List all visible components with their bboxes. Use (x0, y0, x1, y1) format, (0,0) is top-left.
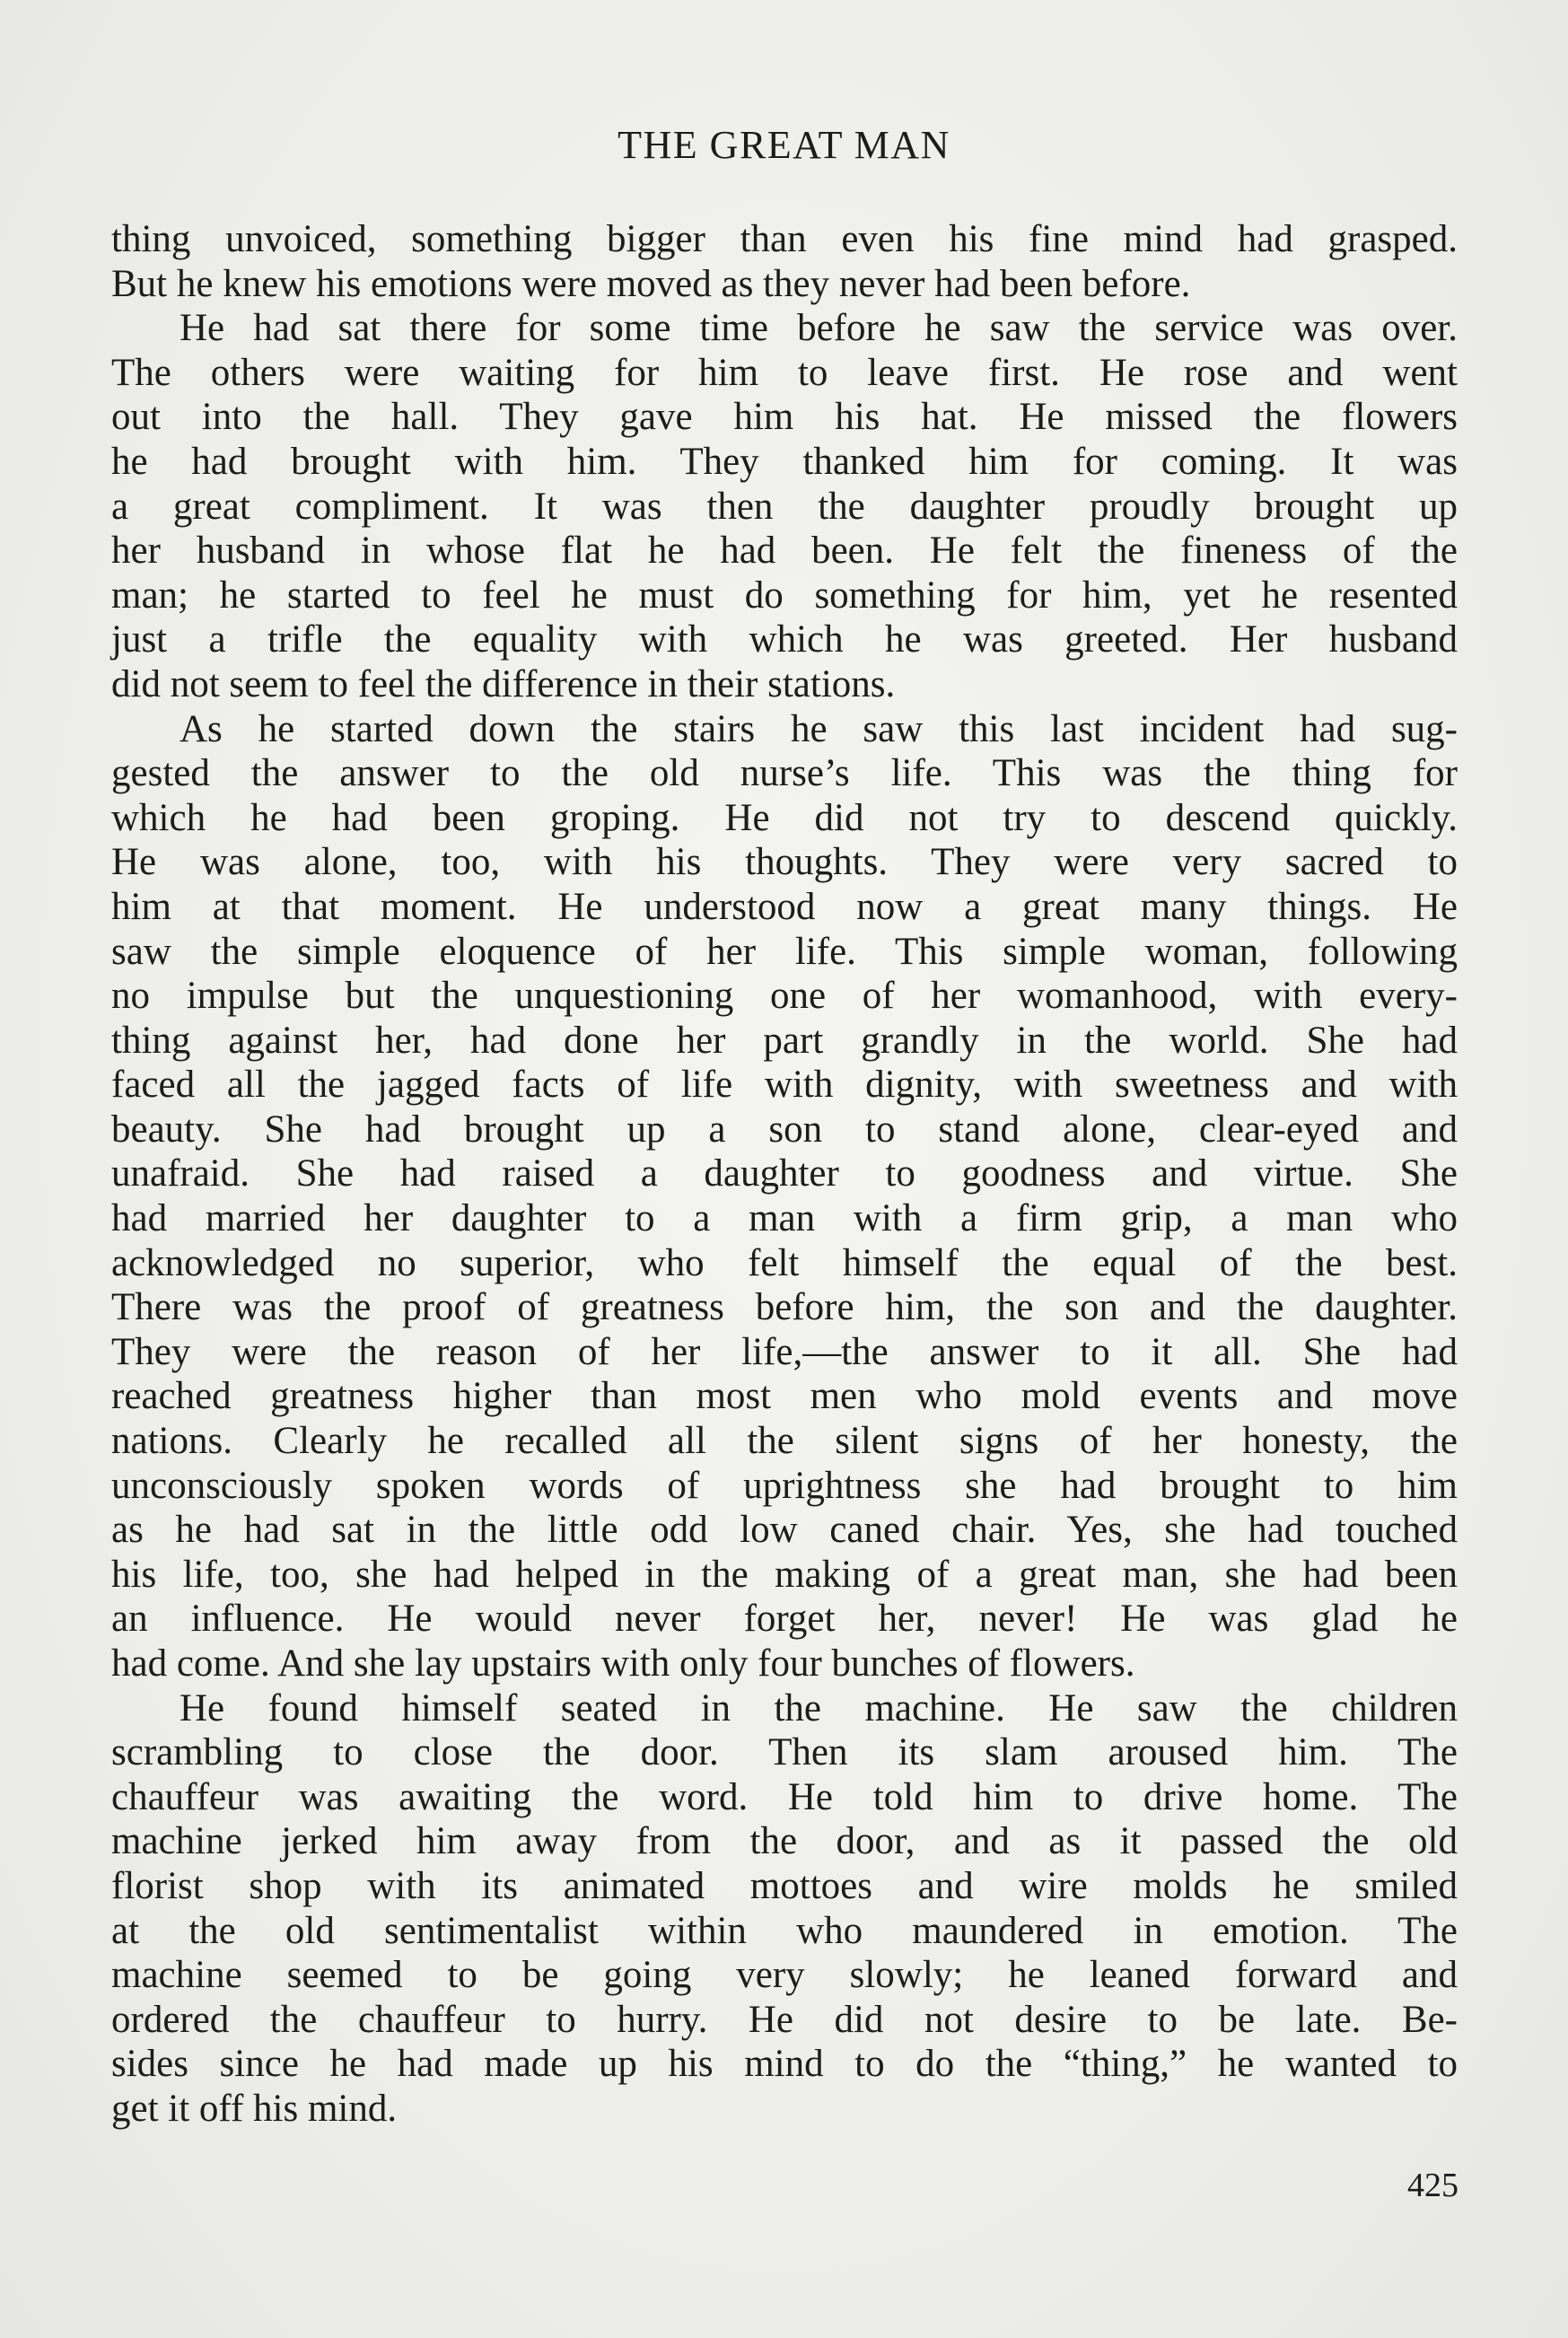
text-line: faced all the jagged facts of life with dignity, with sweetness and with (111, 1064, 1458, 1107)
text-line: an influence. He would never forget her, never! He was glad he (111, 1598, 1458, 1641)
text-line: The others were waiting for him to leave first. He rose and went (111, 351, 1458, 394)
text-line: As he started down the stairs he saw this last incident had sug- (180, 707, 1458, 750)
text-line: a great compliment. It was then the daughter proudly brought up (111, 485, 1458, 528)
text-line: machine seemed to be going very slowly; he leaned forward and (111, 1954, 1458, 1997)
text-line: thing against her, had done her part grandly in the world. She had (111, 1019, 1458, 1062)
text-line: scrambling to close the door. Then its slam aroused him. The (111, 1731, 1458, 1774)
text-line: him at that moment. He understood now a great many things. He (111, 885, 1458, 928)
body-text (111, 217, 1458, 2132)
text-line: chauffeur was awaiting the word. He told him to drive home. The (111, 1775, 1458, 1818)
text-line: He found himself seated in the machine. He saw the children (180, 1686, 1458, 1729)
text-line: They were the reason of her life,—the answer to it all. She had (111, 1330, 1458, 1373)
text-line: beauty. She had brought up a son to stand alone, clear-eyed and (111, 1108, 1458, 1151)
text-line: ordered the chauffeur to hurry. He did not desire to be late. Be- (111, 1998, 1458, 2041)
text-line: as he had sat in the little odd low caned chair. Yes, she had touched (111, 1509, 1458, 1552)
text-line: reached greatness higher than most men who mold events and move (111, 1375, 1458, 1418)
text-line: his life, too, she had helped in the making of a great man, she had been (111, 1553, 1458, 1596)
text-line: at the old sentimentalist within who maundered in emotion. The (111, 1909, 1458, 1952)
text-line: There was the proof of greatness before him, the son and the daughter. (111, 1286, 1458, 1329)
text-line: But he knew his emotions were moved as they never had been before. (111, 262, 1191, 305)
text-line: saw the simple eloquence of her life. This simple woman, following (111, 930, 1458, 973)
text-line: he had brought with him. They thanked him for coming. It was (111, 440, 1458, 483)
text-line: had married her daughter to a man with a firm grip, a man who (111, 1197, 1458, 1240)
text-line: florist shop with its animated mottoes and wire molds he smiled (111, 1864, 1458, 1907)
text-line: her husband in whose flat he had been. He felt the fineness of the (111, 530, 1458, 573)
text-line: He had sat there for some time before he saw the service was over. (180, 307, 1458, 350)
page-number: 425 (1407, 2167, 1459, 2204)
text-line: machine jerked him away from the door, and as it passed the old (111, 1820, 1458, 1863)
text-line: nations. Clearly he recalled all the silent signs of her honesty, the (111, 1420, 1458, 1463)
text-line: just a trifle the equality with which he was greeted. Her husband (111, 618, 1458, 661)
text-line: acknowledged no superior, who felt himself the equal of the best. (111, 1241, 1458, 1284)
text-line: man; he started to feel he must do something for him, yet he resented (111, 574, 1458, 617)
text-line: no impulse but the unquestioning one of her womanhood, with every- (111, 975, 1458, 1018)
text-line: unconsciously spoken words of uprightness she had brought to him (111, 1464, 1458, 1507)
text-line: sides since he had made up his mind to do the “thing,” he wanted to (111, 2043, 1458, 2086)
text-line: get it off his mind. (111, 2087, 398, 2130)
text-line: had come. And she lay upstairs with only four bunches of flowers. (111, 1642, 1135, 1685)
text-line: He was alone, too, with his thoughts. They were very sacred to (111, 841, 1458, 884)
text-line: which he had been groping. He did not try to descend quickly. (111, 796, 1458, 839)
text-line: out into the hall. They gave him his hat. He missed the flowers (111, 396, 1458, 439)
text-line: gested the answer to the old nurse’s life. This was the thing for (111, 752, 1458, 795)
text-line: unafraid. She had raised a daughter to goodness and virtue. She (111, 1152, 1458, 1195)
text-line: did not seem to feel the difference in their stations. (111, 662, 896, 705)
text-line: thing unvoiced, something bigger than even his fine mind had grasped. (111, 218, 1458, 260)
running-head-title: THE GREAT MAN (618, 123, 950, 167)
